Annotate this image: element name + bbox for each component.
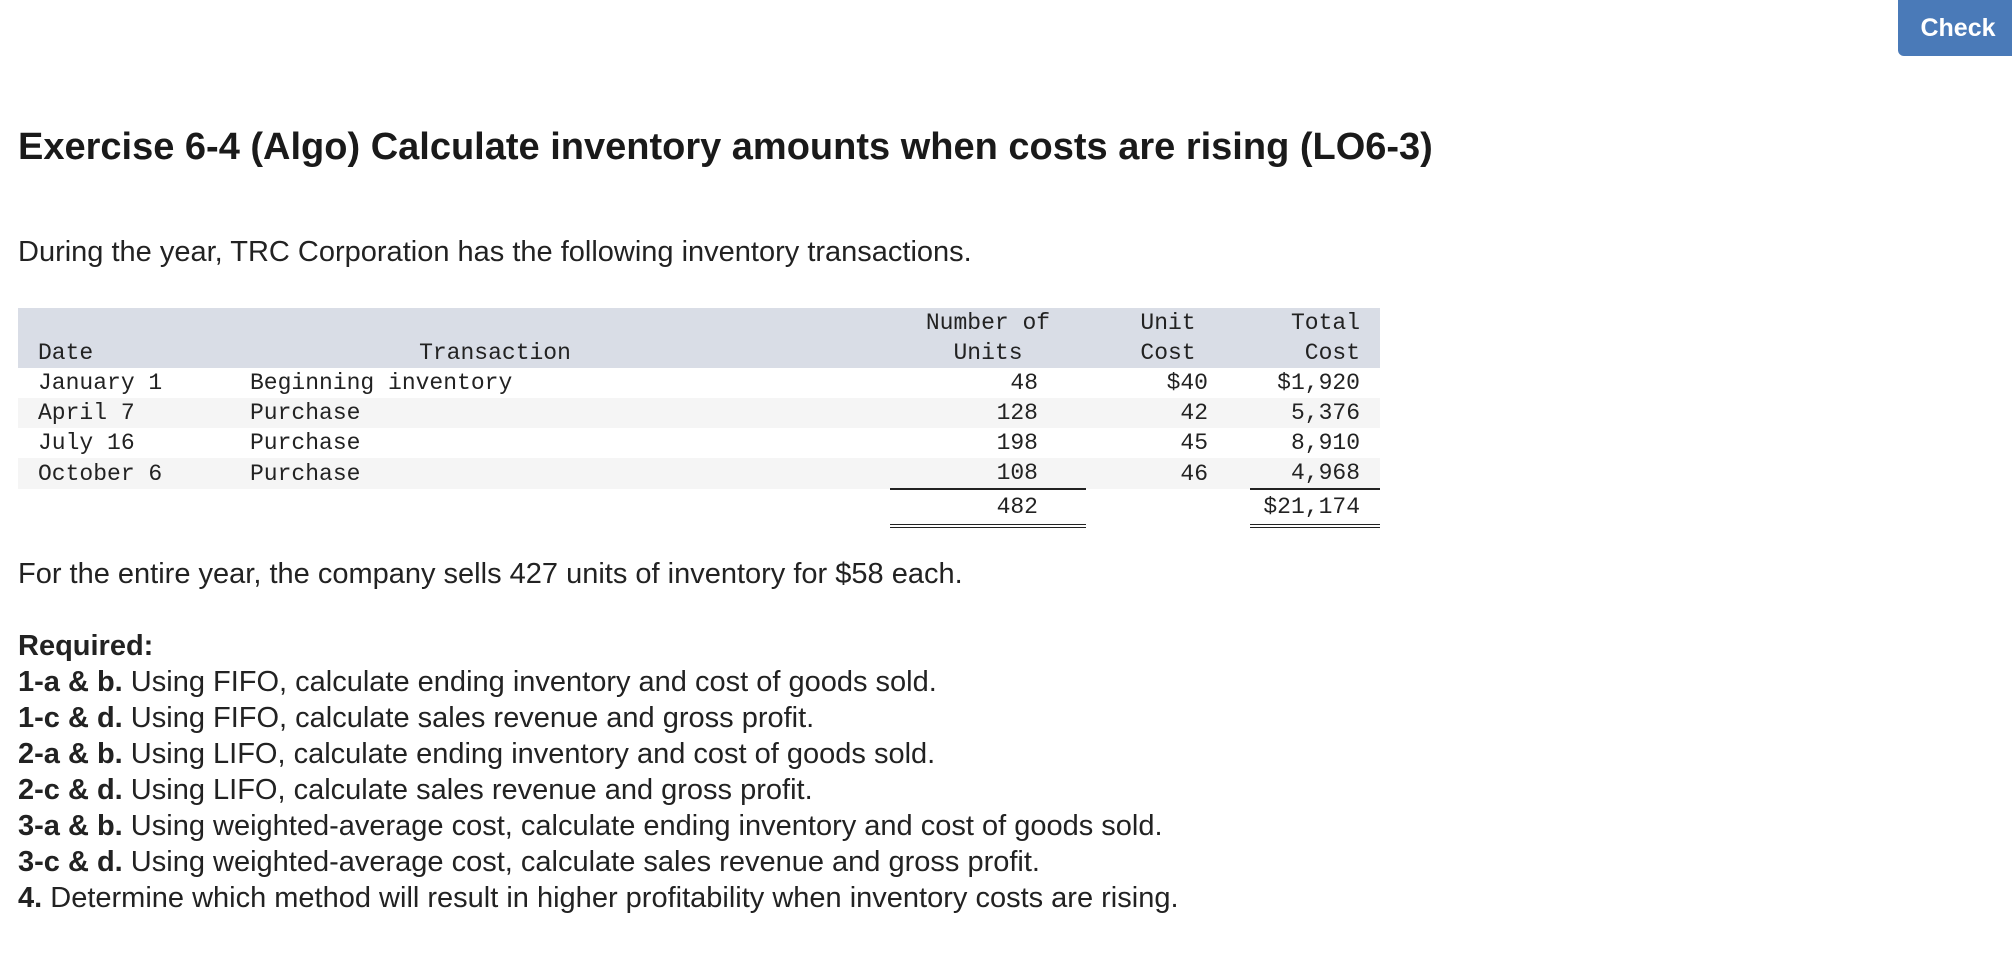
header-transaction: Transaction xyxy=(419,340,571,366)
sales-info-text: For the entire year, the company sells 427 units of inventory for $58 each. xyxy=(18,558,963,590)
requirement-item xyxy=(18,772,1179,808)
table-header-row-1 xyxy=(18,308,1380,338)
requirement-text: Using FIFO, calculate sales revenue and gross profit. xyxy=(122,702,815,734)
cell-date: October 6 xyxy=(38,460,163,487)
cell-total-cost: 5,376 xyxy=(1290,400,1360,426)
cell-transaction: Beginning inventory xyxy=(250,370,513,396)
required-label: Required: xyxy=(18,630,154,662)
requirement-text: Determine which method will result in higher profitability when inventory costs are rising. xyxy=(42,882,1179,914)
header-total-cost-line1: Total xyxy=(1290,310,1360,336)
requirement-item xyxy=(18,700,1179,736)
intro-text: During the year, TRC Corporation has the following inventory transactions. xyxy=(18,236,972,268)
cell-date: July 16 xyxy=(38,430,135,456)
table-row xyxy=(18,398,1380,428)
cell-unit-cost: 46 xyxy=(1180,460,1208,487)
requirement-number: 4. xyxy=(18,882,43,914)
cell-transaction: Purchase xyxy=(250,460,361,487)
requirement-item xyxy=(18,880,1179,916)
requirement-text: Using LIFO, calculate ending inventory and cost of goods sold. xyxy=(122,738,936,770)
requirement-text: Using LIFO, calculate sales revenue and gross profit. xyxy=(122,774,813,806)
requirement-number: 3-a & b. xyxy=(18,810,123,842)
cell-date: January 1 xyxy=(38,370,163,396)
table-header-row-2 xyxy=(18,338,1380,368)
header-unit-cost-line1: Unit xyxy=(1140,310,1196,336)
requirement-number: 1-a & b. xyxy=(18,666,123,698)
cell-units: 108 xyxy=(890,458,1086,489)
requirement-text: Using FIFO, calculate ending inventory and cost of goods sold. xyxy=(122,666,937,698)
requirement-item xyxy=(18,664,1179,700)
inventory-table xyxy=(18,308,1380,528)
total-units: 482 xyxy=(890,489,1086,526)
header-units-line1: Number of xyxy=(925,310,1051,336)
header-units-line2: Units xyxy=(953,340,1023,366)
cell-units: 48 xyxy=(1010,370,1038,396)
requirement-item xyxy=(18,844,1179,880)
header-date: Date xyxy=(38,340,94,366)
requirement-text: Using weighted-average cost, calculate ending inventory and cost of goods sold. xyxy=(122,810,1163,842)
table-row xyxy=(18,368,1380,398)
table-row xyxy=(18,428,1380,458)
required-section xyxy=(18,628,1179,916)
requirement-item xyxy=(18,808,1179,844)
cell-total-cost: 8,910 xyxy=(1290,430,1360,456)
requirement-item xyxy=(18,736,1179,772)
cell-unit-cost: 42 xyxy=(1180,400,1208,426)
cell-units: 128 xyxy=(996,400,1038,426)
cell-unit-cost: 45 xyxy=(1180,430,1208,456)
table-total-row xyxy=(18,489,1380,526)
cell-total-cost: 4,968 xyxy=(1250,458,1380,489)
requirement-number: 3-c & d. xyxy=(18,846,123,878)
requirement-number: 2-c & d. xyxy=(18,774,123,806)
cell-transaction: Purchase xyxy=(250,400,361,426)
cell-transaction: Purchase xyxy=(250,430,361,456)
check-button[interactable]: Check xyxy=(1898,0,2012,56)
total-cost: $21,174 xyxy=(1250,489,1380,526)
cell-total-cost: $1,920 xyxy=(1277,370,1360,396)
table-row xyxy=(18,458,1380,489)
header-unit-cost-line2: Cost xyxy=(1140,340,1196,366)
cell-date: April 7 xyxy=(38,400,135,426)
header-total-cost-line2: Cost xyxy=(1304,340,1360,366)
requirement-number: 2-a & b. xyxy=(18,738,123,770)
requirement-text: Using weighted-average cost, calculate sales revenue and gross profit. xyxy=(122,846,1040,878)
cell-unit-cost: $40 xyxy=(1166,370,1208,396)
exercise-title: Exercise 6-4 (Algo) Calculate inventory amounts when costs are rising (LO6-3) xyxy=(18,126,1433,168)
requirement-number: 1-c & d. xyxy=(18,702,123,734)
cell-units: 198 xyxy=(996,430,1038,456)
